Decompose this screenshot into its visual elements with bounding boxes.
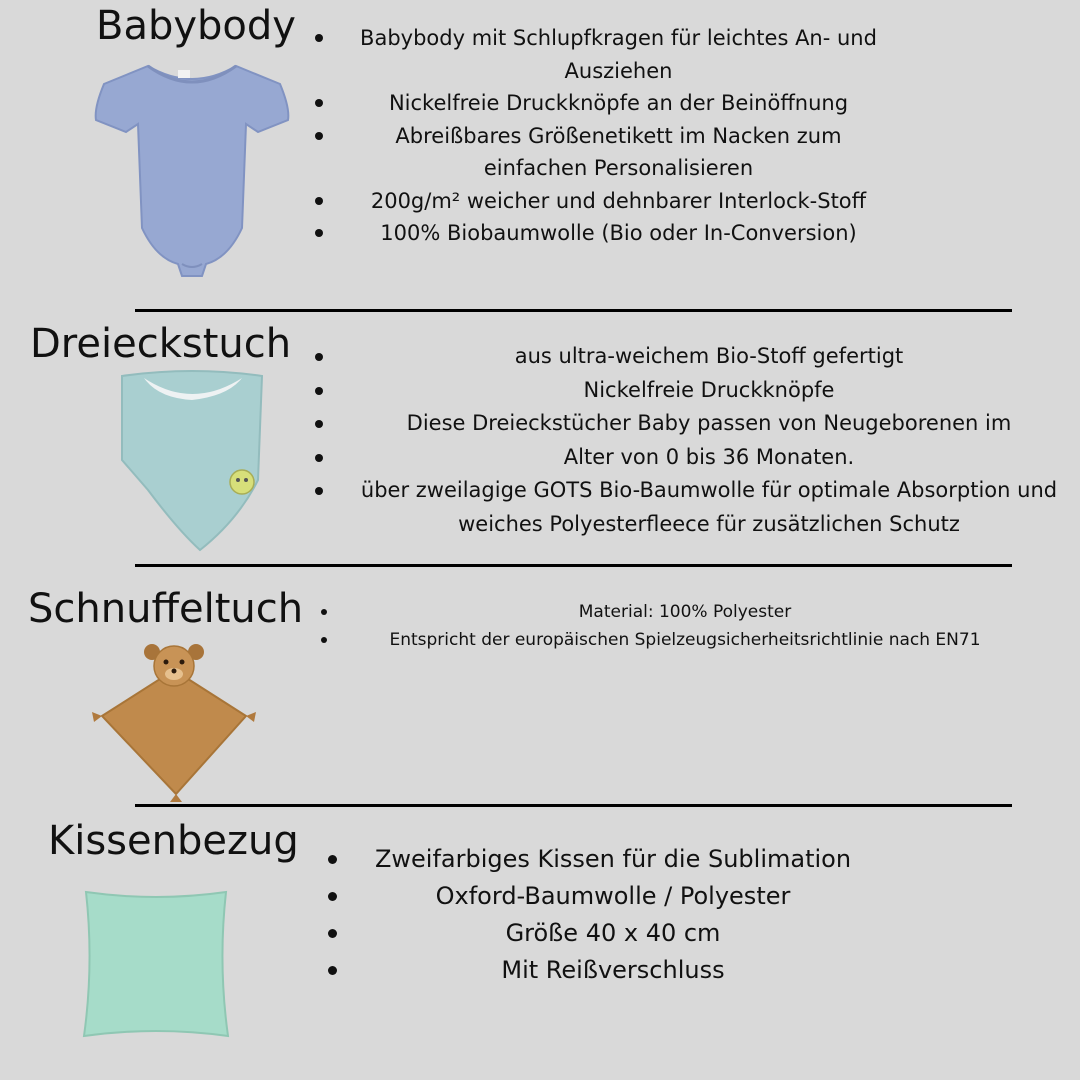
list-item: 100% Biobaumwolle (Bio oder In-Conversion) [300,217,885,250]
section-divider [135,309,1012,312]
list-item: Größe 40 x 40 cm [318,915,878,952]
list-item: 200g/m² weicher und dehnbarer Interlock-Stoff [300,185,885,218]
list-item: Material: 100% Polyester [312,598,1032,626]
list-item: Abreißbares Größenetikett im Nacken zum einfachen Personalisieren [300,120,885,185]
section-divider [135,564,1012,567]
section-title-dreieckstuch: Dreieckstuch [30,321,292,367]
dreieckstuch-feature-list [300,340,1060,541]
schnuffeltuch-feature-list [312,598,1032,654]
section-divider [135,804,1012,807]
list-item: aus ultra-weichem Bio-Stoff gefertigt [300,340,1060,374]
kissenbezug-feature-list [318,841,878,989]
list-item: Alter von 0 bis 36 Monaten. [300,441,1060,475]
section-title-babybody: Babybody [96,3,296,49]
list-item: Mit Reißverschluss [318,952,878,989]
bandana-bib-icon [118,370,266,556]
baby-bodysuit-icon [90,58,294,278]
list-item: Zweifarbiges Kissen für die Sublimation [318,841,878,878]
list-item: Entspricht der europäischen Spielzeugsicherheitsrichtlinie nach EN71 [312,626,1032,654]
section-title-schnuffeltuch: Schnuffeltuch [28,586,304,632]
list-item: Diese Dreieckstücher Baby passen von Neugeborenen im [300,407,1060,441]
list-item: Babybody mit Schlupfkragen für leichtes An- und Ausziehen [300,22,885,87]
list-item: Nickelfreie Druckknöpfe an der Beinöffnung [300,87,885,120]
section-title-kissenbezug: Kissenbezug [48,818,299,864]
list-item: über zweilagige GOTS Bio-Baumwolle für optimale Absorption und weiches Polyesterfleece für zusätzlichen Schutz [300,474,1060,541]
bear-comforter-icon [90,642,258,804]
list-item: Nickelfreie Druckknöpfe [300,374,1060,408]
babybody-feature-list [300,22,885,250]
pillow-icon [78,886,234,1042]
list-item: Oxford-Baumwolle / Polyester [318,878,878,915]
